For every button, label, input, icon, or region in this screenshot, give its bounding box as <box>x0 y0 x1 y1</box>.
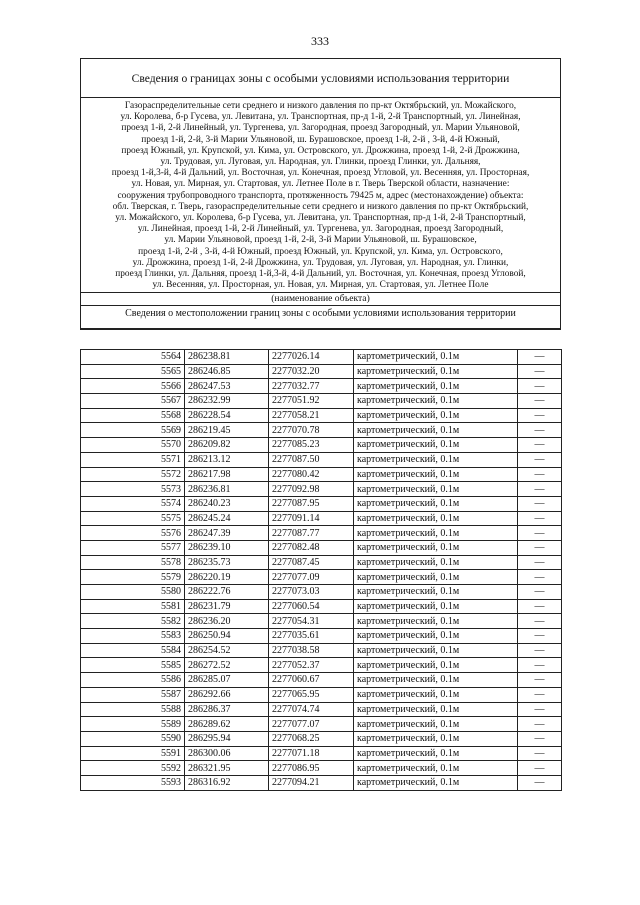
description-cell: — <box>518 394 562 409</box>
table-row <box>81 673 562 688</box>
y-coordinate-cell: 2277060.67 <box>269 673 354 688</box>
method-cell: картометрический, 0.1м <box>354 599 518 614</box>
description-cell: — <box>518 423 562 438</box>
description-line: проезд 1-й, 2-й, 3-й Марии Ульяновой, ш. Бурашовское, проезд 1-й, 2-й , 3-й, 4-й Южный, <box>141 134 500 145</box>
x-coordinate-cell: 286220.19 <box>185 570 269 585</box>
description-line: ул. Линейная, проезд 1-й, 2-й Линейный, ул. Тургенева, ул. Загородная, проезд Загородный, <box>137 224 504 235</box>
x-coordinate-cell: 286240.23 <box>185 496 269 511</box>
table-row <box>81 540 562 555</box>
x-coordinate-cell: 286295.94 <box>185 731 269 746</box>
description-cell: — <box>518 585 562 600</box>
point-number-cell: 5580 <box>81 585 185 600</box>
point-number-cell: 5576 <box>81 526 185 541</box>
point-number-cell: 5589 <box>81 717 185 732</box>
y-coordinate-cell: 2277074.74 <box>269 702 354 717</box>
table-row <box>81 599 562 614</box>
y-coordinate-cell: 2277091.14 <box>269 511 354 526</box>
y-coordinate-cell: 2277087.45 <box>269 555 354 570</box>
table-row <box>81 643 562 658</box>
y-coordinate-cell: 2277035.61 <box>269 629 354 644</box>
coordinates-table <box>80 349 562 791</box>
page-number: 333 <box>311 34 329 48</box>
description-cell: — <box>518 364 562 379</box>
x-coordinate-cell: 286254.52 <box>185 643 269 658</box>
x-coordinate-cell: 286236.20 <box>185 614 269 629</box>
description-cell: — <box>518 629 562 644</box>
method-cell: картометрический, 0.1м <box>354 467 518 482</box>
x-coordinate-cell: 286217.98 <box>185 467 269 482</box>
method-cell: картометрический, 0.1м <box>354 731 518 746</box>
table-row <box>81 379 562 394</box>
method-cell: картометрический, 0.1м <box>354 702 518 717</box>
method-cell: картометрический, 0.1м <box>354 658 518 673</box>
description-line: ул. Новая, ул. Мирная, ул. Стартовая, ул. Летнее Поле в г. Тверь Тверской области, назначение: <box>131 179 510 190</box>
table-row <box>81 731 562 746</box>
method-cell: картометрический, 0.1м <box>354 761 518 776</box>
table-row <box>81 423 562 438</box>
method-cell: картометрический, 0.1м <box>354 482 518 497</box>
description-line: проезд 1-й, 2-й Линейный, ул. Тургенева, ул. Загородная, проезд Загородный, ул. Марии Ульяновой, <box>121 123 520 134</box>
point-number-cell: 5565 <box>81 364 185 379</box>
point-number-cell: 5588 <box>81 702 185 717</box>
object-name-label: (наименование объекта) <box>81 292 560 306</box>
description-cell: — <box>518 775 562 790</box>
description-cell: — <box>518 540 562 555</box>
method-cell: картометрический, 0.1м <box>354 775 518 790</box>
table-row <box>81 761 562 776</box>
table-row <box>81 570 562 585</box>
y-coordinate-cell: 2277065.95 <box>269 687 354 702</box>
y-coordinate-cell: 2277087.77 <box>269 526 354 541</box>
point-number-cell: 5591 <box>81 746 185 761</box>
description-cell: — <box>518 687 562 702</box>
description-cell: — <box>518 467 562 482</box>
y-coordinate-cell: 2277058.21 <box>269 408 354 423</box>
point-number-cell: 5567 <box>81 394 185 409</box>
y-coordinate-cell: 2277092.98 <box>269 482 354 497</box>
description-line: ул. Трудовая, ул. Луговая, ул. Народная, ул. Глинки, проезд Глинки, ул. Дальняя, <box>160 157 481 168</box>
y-coordinate-cell: 2277032.77 <box>269 379 354 394</box>
point-number-cell: 5571 <box>81 452 185 467</box>
x-coordinate-cell: 286321.95 <box>185 761 269 776</box>
x-coordinate-cell: 286247.53 <box>185 379 269 394</box>
y-coordinate-cell: 2277038.58 <box>269 643 354 658</box>
x-coordinate-cell: 286286.37 <box>185 702 269 717</box>
x-coordinate-cell: 286231.79 <box>185 599 269 614</box>
x-coordinate-cell: 286300.06 <box>185 746 269 761</box>
method-cell: картометрический, 0.1м <box>354 526 518 541</box>
point-number-cell: 5582 <box>81 614 185 629</box>
point-number-cell: 5579 <box>81 570 185 585</box>
x-coordinate-cell: 286235.73 <box>185 555 269 570</box>
table-row <box>81 394 562 409</box>
y-coordinate-cell: 2277051.92 <box>269 394 354 409</box>
description-cell: — <box>518 452 562 467</box>
point-number-cell: 5578 <box>81 555 185 570</box>
point-number-cell: 5584 <box>81 643 185 658</box>
point-number-cell: 5592 <box>81 761 185 776</box>
description-cell: — <box>518 496 562 511</box>
y-coordinate-cell: 2277070.78 <box>269 423 354 438</box>
table-row <box>81 717 562 732</box>
x-coordinate-cell: 286316.92 <box>185 775 269 790</box>
table-row <box>81 452 562 467</box>
point-number-cell: 5593 <box>81 775 185 790</box>
x-coordinate-cell: 286228.54 <box>185 408 269 423</box>
table-row <box>81 467 562 482</box>
y-coordinate-cell: 2277087.95 <box>269 496 354 511</box>
y-coordinate-cell: 2277073.03 <box>269 585 354 600</box>
table-row <box>81 526 562 541</box>
document-title: Сведения о границах зоны с особыми условиями использования территории <box>81 59 560 98</box>
description-line: проезд 1-й,3-й, 4-й Дальний, ул. Восточная, ул. Конечная, проезд Угловой, ул. Весенняя, ул. Просторная, <box>111 168 530 179</box>
y-coordinate-cell: 2277082.48 <box>269 540 354 555</box>
method-cell: картометрический, 0.1м <box>354 394 518 409</box>
method-cell: картометрический, 0.1м <box>354 629 518 644</box>
method-cell: картометрический, 0.1м <box>354 408 518 423</box>
description-cell: — <box>518 599 562 614</box>
y-coordinate-cell: 2277032.20 <box>269 364 354 379</box>
description-cell: — <box>518 438 562 453</box>
description-cell: — <box>518 746 562 761</box>
zone-info-frame <box>80 58 561 330</box>
description-cell: — <box>518 379 562 394</box>
method-cell: картометрический, 0.1м <box>354 350 518 365</box>
x-coordinate-cell: 286272.52 <box>185 658 269 673</box>
description-line: обл. Тверская, г. Тверь, газораспределительные сети среднего и низкого давления по пр-кт Октябрьский, <box>112 201 529 212</box>
point-number-cell: 5585 <box>81 658 185 673</box>
location-section-header: Сведения о местоположении границ зоны с особыми условиями использования территории <box>81 306 560 329</box>
table-row <box>81 687 562 702</box>
method-cell: картометрический, 0.1м <box>354 570 518 585</box>
x-coordinate-cell: 286250.94 <box>185 629 269 644</box>
point-number-cell: 5586 <box>81 673 185 688</box>
point-number-cell: 5590 <box>81 731 185 746</box>
y-coordinate-cell: 2277026.14 <box>269 350 354 365</box>
point-number-cell: 5570 <box>81 438 185 453</box>
method-cell: картометрический, 0.1м <box>354 555 518 570</box>
method-cell: картометрический, 0.1м <box>354 717 518 732</box>
y-coordinate-cell: 2277085.23 <box>269 438 354 453</box>
x-coordinate-cell: 286219.45 <box>185 423 269 438</box>
method-cell: картометрический, 0.1м <box>354 496 518 511</box>
table-row <box>81 364 562 379</box>
table-row <box>81 702 562 717</box>
description-line: сооружения трубопроводного транспорта, протяженность 79425 м, адрес (местонахождение) объекта: <box>117 190 524 201</box>
description-line: ул. Можайского, ул. Королева, б-р Гусева, ул. Левитана, ул. Транспортная, пр-д 1-й, 2-й Транспортный, <box>115 213 526 224</box>
description-line: проезд Южный, ул. Крупской, ул. Кима, ул. Островского, ул. Дрожжина, проезд 1-й, 2-й Дрожжина, <box>121 145 520 156</box>
x-coordinate-cell: 286247.39 <box>185 526 269 541</box>
y-coordinate-cell: 2277094.21 <box>269 775 354 790</box>
point-number-cell: 5574 <box>81 496 185 511</box>
x-coordinate-cell: 286213.12 <box>185 452 269 467</box>
point-number-cell: 5587 <box>81 687 185 702</box>
method-cell: картометрический, 0.1м <box>354 540 518 555</box>
y-coordinate-cell: 2277080.42 <box>269 467 354 482</box>
table-row <box>81 746 562 761</box>
table-row <box>81 629 562 644</box>
table-row <box>81 511 562 526</box>
point-number-cell: 5566 <box>81 379 185 394</box>
table-row <box>81 408 562 423</box>
description-cell: — <box>518 526 562 541</box>
y-coordinate-cell: 2277071.18 <box>269 746 354 761</box>
x-coordinate-cell: 286238.81 <box>185 350 269 365</box>
description-line: ул. Дрожжина, проезд 1-й, 2-й Дрожжина, ул. Трудовая, ул. Луговая, ул. Народная, ул. Глинки, <box>132 257 509 268</box>
description-cell: — <box>518 702 562 717</box>
x-coordinate-cell: 286209.82 <box>185 438 269 453</box>
x-coordinate-cell: 286246.85 <box>185 364 269 379</box>
description-cell: — <box>518 555 562 570</box>
point-number-cell: 5583 <box>81 629 185 644</box>
method-cell: картометрический, 0.1м <box>354 643 518 658</box>
x-coordinate-cell: 286285.07 <box>185 673 269 688</box>
description-line: ул. Весенняя, ул. Просторная, ул. Новая, ул. Мирная, ул. Стартовая, ул. Летнее Поле <box>152 280 489 291</box>
x-coordinate-cell: 286292.66 <box>185 687 269 702</box>
description-cell: — <box>518 761 562 776</box>
method-cell: картометрический, 0.1м <box>354 687 518 702</box>
method-cell: картометрический, 0.1м <box>354 746 518 761</box>
x-coordinate-cell: 286222.76 <box>185 585 269 600</box>
point-number-cell: 5581 <box>81 599 185 614</box>
point-number-cell: 5572 <box>81 467 185 482</box>
method-cell: картометрический, 0.1м <box>354 452 518 467</box>
method-cell: картометрический, 0.1м <box>354 423 518 438</box>
y-coordinate-cell: 2277068.25 <box>269 731 354 746</box>
description-cell: — <box>518 673 562 688</box>
y-coordinate-cell: 2277060.54 <box>269 599 354 614</box>
x-coordinate-cell: 286245.24 <box>185 511 269 526</box>
description-cell: — <box>518 717 562 732</box>
point-number-cell: 5573 <box>81 482 185 497</box>
method-cell: картометрический, 0.1м <box>354 379 518 394</box>
description-line: Газораспределительные сети среднего и низкого давления по пр-кт Октябрьский, ул. Можайского, <box>124 101 517 111</box>
point-number-cell: 5575 <box>81 511 185 526</box>
y-coordinate-cell: 2277077.09 <box>269 570 354 585</box>
point-number-cell: 5577 <box>81 540 185 555</box>
description-line: ул. Королева, б-р Гусева, ул. Левитана, ул. Транспортная, пр-д 1-й, 2-й Транспортный, ул. Линейная, <box>120 112 521 123</box>
coordinates-table-body <box>81 350 562 791</box>
table-row <box>81 482 562 497</box>
table-row <box>81 555 562 570</box>
table-row <box>81 585 562 600</box>
description-line: ул. Марии Ульяновой, проезд 1-й, 2-й, 3-й Марии Ульяновой, ш. Бурашовское, <box>164 235 477 246</box>
description-cell: — <box>518 643 562 658</box>
description-cell: — <box>518 511 562 526</box>
description-cell: — <box>518 482 562 497</box>
table-row <box>81 438 562 453</box>
table-row <box>81 775 562 790</box>
method-cell: картометрический, 0.1м <box>354 438 518 453</box>
method-cell: картометрический, 0.1м <box>354 614 518 629</box>
description-line: проезд 1-й, 2-й , 3-й, 4-й Южный, проезд Южный, ул. Крупской, ул. Кима, ул. Островского, <box>138 246 503 257</box>
description-cell: — <box>518 731 562 746</box>
point-number-cell: 5564 <box>81 350 185 365</box>
description-cell: — <box>518 614 562 629</box>
table-row <box>81 614 562 629</box>
y-coordinate-cell: 2277077.07 <box>269 717 354 732</box>
table-row <box>81 350 562 365</box>
table-row <box>81 496 562 511</box>
y-coordinate-cell: 2277054.31 <box>269 614 354 629</box>
description-line: проезд Глинки, ул. Дальняя, проезд 1-й,3-й, 4-й Дальний, ул. Восточная, ул. Конечная, проезд Угловой, <box>115 269 526 280</box>
description-cell: — <box>518 350 562 365</box>
x-coordinate-cell: 286236.81 <box>185 482 269 497</box>
method-cell: картометрический, 0.1м <box>354 364 518 379</box>
table-row <box>81 658 562 673</box>
x-coordinate-cell: 286232.99 <box>185 394 269 409</box>
method-cell: картометрический, 0.1м <box>354 673 518 688</box>
point-number-cell: 5568 <box>81 408 185 423</box>
description-cell: — <box>518 658 562 673</box>
x-coordinate-cell: 286289.62 <box>185 717 269 732</box>
point-number-cell: 5569 <box>81 423 185 438</box>
method-cell: картометрический, 0.1м <box>354 511 518 526</box>
object-description <box>81 98 560 292</box>
description-cell: — <box>518 570 562 585</box>
x-coordinate-cell: 286239.10 <box>185 540 269 555</box>
y-coordinate-cell: 2277087.50 <box>269 452 354 467</box>
y-coordinate-cell: 2277086.95 <box>269 761 354 776</box>
description-cell: — <box>518 408 562 423</box>
y-coordinate-cell: 2277052.37 <box>269 658 354 673</box>
method-cell: картометрический, 0.1м <box>354 585 518 600</box>
